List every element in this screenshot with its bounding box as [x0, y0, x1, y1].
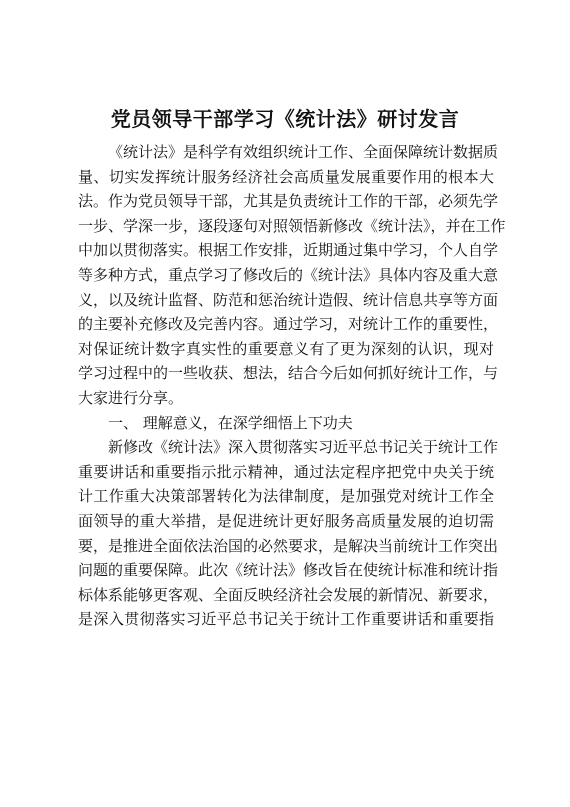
paragraph-line: 重要讲话和重要指示批示精神，通过法定程序把党中央关于统 [78, 462, 494, 481]
paragraph-line: 学习过程中的一些收获、想法，结合今后如何抓好统计工作，与 [78, 364, 499, 383]
paragraph-line: 中加以贯彻落实。根据工作安排，近期通过集中学习，个人自学 [78, 241, 499, 260]
document-title: 党员领导干部学习《统计法》研讨发言 [110, 107, 460, 131]
paragraph-line: 是深入贯彻落实习近平总书记关于统计工作重要讲话和重要指 [78, 610, 494, 629]
paragraph-line: 新修改《统计法》深入贯彻落实习近平总书记关于统计工作 [108, 438, 499, 457]
paragraph-line: 一步、学深一步，逐段逐句对照领悟新修改《统计法》，并在工作 [78, 216, 506, 235]
paragraph-line: 要，是推进全面依法治国的必然要求，是解决当前统计工作突出 [78, 536, 499, 555]
paragraph-line: 法。作为党员领导干部，尤其是负责统计工作的干部，必须先学 [78, 192, 499, 211]
section-heading: 一、 理解意义，在深学细悟上下功夫 [108, 413, 353, 432]
document-body [78, 140, 506, 632]
paragraph-line: 对保证统计数字真实性的重要意义有了更为深刻的认识，现对 [78, 339, 494, 358]
paragraph-line: 标体系能够更客观、全面反映经济社会发展的新情况、新要求， [78, 585, 499, 604]
paragraph-line: 计工作重大决策部署转化为法律制度，是加强党对统计工作全 [78, 487, 494, 506]
paragraph-line: 面领导的重大举措，是促进统计更好服务高质量发展的迫切需 [78, 511, 494, 530]
paragraph-line: 等多种方式，重点学习了修改后的《统计法》具体内容及重大意 [78, 265, 499, 284]
paragraph-line: 问题的重要保障。此次《统计法》修改旨在使统计标准和统计指 [78, 561, 499, 580]
paragraph-line: 的主要补充修改及完善内容。通过学习，对统计工作的重要性， [78, 315, 499, 334]
paragraph-line: 大家进行分享。 [78, 388, 184, 407]
paragraph-line: 量、切实发挥统计服务经济社会高质量发展重要作用的根本大 [78, 167, 494, 186]
paragraph-line: 《统计法》是科学有效组织统计工作、全面保障统计数据质 [108, 143, 499, 161]
paragraph-line: 义，以及统计监督、防范和惩治统计造假、统计信息共享等方面 [78, 290, 499, 309]
